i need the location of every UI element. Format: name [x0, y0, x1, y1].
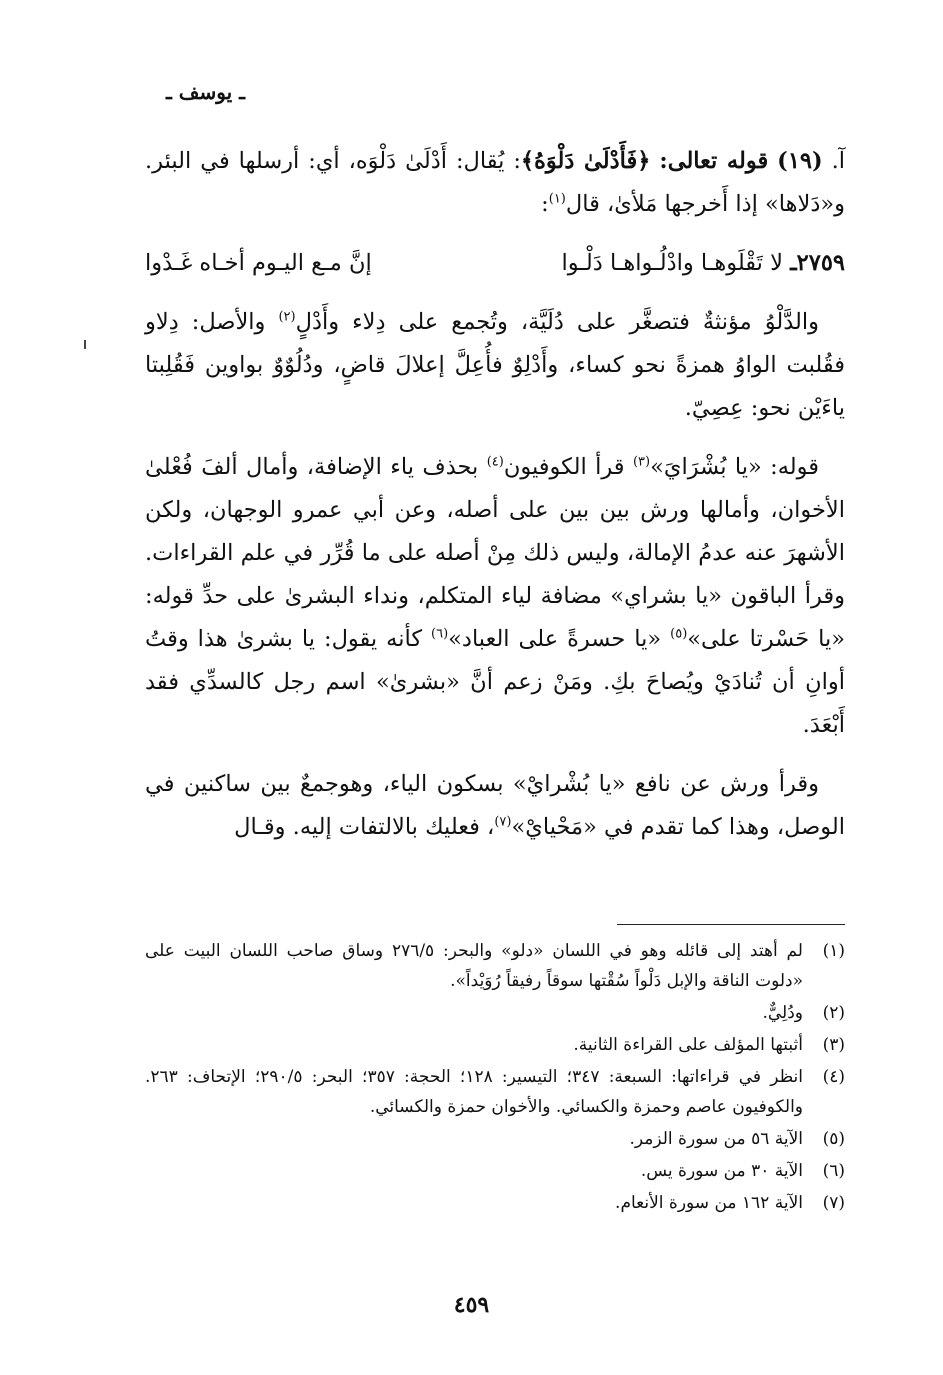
verse-second-half: إنَّ مـع اليـوم أخـاه غَـدْوا — [145, 250, 372, 276]
footnote-text: ودُلِيٌّ. — [762, 1003, 803, 1023]
margin-mark — [84, 340, 86, 349]
footnote-ref[interactable]: (٢) — [278, 309, 296, 325]
footnote-ref[interactable]: (٣) — [632, 454, 651, 470]
paragraph-4 — [145, 763, 845, 849]
running-header: ـ يوسف ـ — [165, 80, 245, 104]
footnote-item — [145, 936, 845, 996]
paragraph-text: كأنه يقول: يا بشرىٰ هذا وقتُ أوانِ أن تُنادَيْ ويُصاحَ بكِ. ومَنْ زعم أنَّ «بشرىٰ» اسم رجل كالسدِّي فقد أَبْعَدَ. — [145, 626, 845, 738]
paragraph-3 — [145, 446, 845, 747]
paragraph-text: «يا حسرةً على العباد» — [448, 626, 662, 652]
paragraph-text: قوله: «يا بُشْرَايَ» — [650, 454, 820, 480]
footnote-item — [145, 1062, 845, 1122]
footnote-ref[interactable]: (٥) — [670, 626, 688, 642]
footnote-ref[interactable]: (٧) — [494, 814, 512, 830]
paragraph-2 — [145, 301, 845, 430]
comment-number: (١٩) — [777, 148, 823, 174]
paragraph-label: آ. — [831, 148, 845, 174]
poetry-verse — [145, 242, 845, 285]
footnote-item — [145, 1188, 845, 1218]
verse-number: ٢٧٥٩ـ — [790, 250, 845, 276]
main-text — [145, 140, 845, 865]
footnote-item — [145, 998, 845, 1028]
footnote-item — [145, 1156, 845, 1186]
paragraph-text: ، فعليك بالالتفات إليه. وقـال — [234, 814, 495, 840]
footnote-text: الآية ١٦٢ من سورة الأنعام. — [615, 1193, 803, 1213]
footnote-text: انظر في قراءاتها: السبعة: ٣٤٧؛ التيسير: ١٢٨؛ الحجة: ٣٥٧؛ البحر: ٢٩٠/٥؛ الإتحاف: ٢٦٣. والكوفيون عاصم وحمزة والكسائي. والأخوان حمزة والكسائي. — [145, 1067, 804, 1117]
footnote-number: (٣) — [822, 1035, 845, 1055]
footnote-number: (٢) — [822, 1003, 845, 1023]
footnote-ref[interactable]: (٦) — [431, 626, 449, 642]
paragraph-text: : — [541, 191, 549, 217]
paragraph-text: وقرأ ورش عن نافع «يا بُشْرايْ» بسكون الياء، وهوجمعٌ بين ساكنين في الوصل، وهذا كما تقدم في «مَحْيايْ» — [145, 771, 845, 840]
footnote-text: الآية ٥٦ من سورة الزمر. — [629, 1129, 803, 1149]
footnote-ref[interactable]: (٤) — [486, 454, 504, 470]
paragraph-text: والدَّلْوُ مؤنثةٌ فتصغَّر على دُلَيَّة، وتُجمع على دِلاء وأَدْلٍ — [295, 309, 819, 335]
footnote-separator — [617, 924, 845, 925]
paragraph-text: : يُقال: أَدْلَىٰ دَلْوَه، أي: أرسلها في البئر. و«دَلاها» إذا أَخرجها مَلأىٰ، قال — [145, 148, 845, 217]
footnote-item — [145, 1124, 845, 1154]
footnote-ref[interactable]: (١) — [548, 191, 566, 207]
footnote-number: (٦) — [822, 1161, 845, 1181]
footnotes — [145, 936, 845, 1220]
verse-first-half: ٢٧٥٩ـ لا تَقْلَوهـا وادْلُـواهـا دَلْـوا — [561, 250, 845, 276]
footnote-text: الآية ٣٠ من سورة يس. — [640, 1161, 803, 1181]
footnote-text: أثبتها المؤلف على القراءة الثانية. — [573, 1035, 803, 1055]
footnote-number: (٧) — [822, 1193, 845, 1213]
footnote-number: (١) — [822, 941, 845, 961]
paragraph-text: قرأ الكوفيون — [503, 454, 625, 480]
footnote-number: (٤) — [822, 1067, 845, 1087]
page-number: ٤٥٩ — [453, 1292, 490, 1318]
paragraph-text: بحذف ياء الإضافة، وأمال ألفَ فُعْلىٰ الأخوان، وأمالها ورش بين بين على أصله، وعن أبي عمرو الوجهان، ولكن الأشهرَ عنه عدمُ الإمالة، وليس ذلك مِنْ أصله على ما قُرِّر في علم القراءات. وقرأ الباقون «يا بشراي» مضافة لياء المتكلم، ونداء البشرىٰ على حدِّ قوله: «يا حَسْرتا على» — [145, 454, 845, 652]
paragraph-1 — [145, 140, 845, 226]
footnote-number: (٥) — [822, 1129, 845, 1149]
paragraph-text: والأصل: دِلاو فقُلبت الواوُ همزةً نحو كساء، وأَدْلِوٌ فأُعِلَّ إعلالَ قاضٍ، ودُلُوٌوٌ بواوين فَقُلِبتا ياءَيْن نحو: عِصِيّ. — [145, 309, 845, 421]
footnote-text: لم أهتد إلى قائله وهو في اللسان «دلو» والبحر: ٢٧٦/٥ وساق صاحب اللسان البيت على «دلوت الناقة والإبل دَلْواً سُقْتها سوقاً رفيقاً رُوَيْداً». — [145, 941, 803, 991]
comment-lead: قوله تعالى: — [659, 148, 769, 174]
quran-quote: ﴿فَأَدْلَىٰ دَلْوَهُ﴾ — [520, 148, 651, 174]
footnote-item — [145, 1030, 845, 1060]
